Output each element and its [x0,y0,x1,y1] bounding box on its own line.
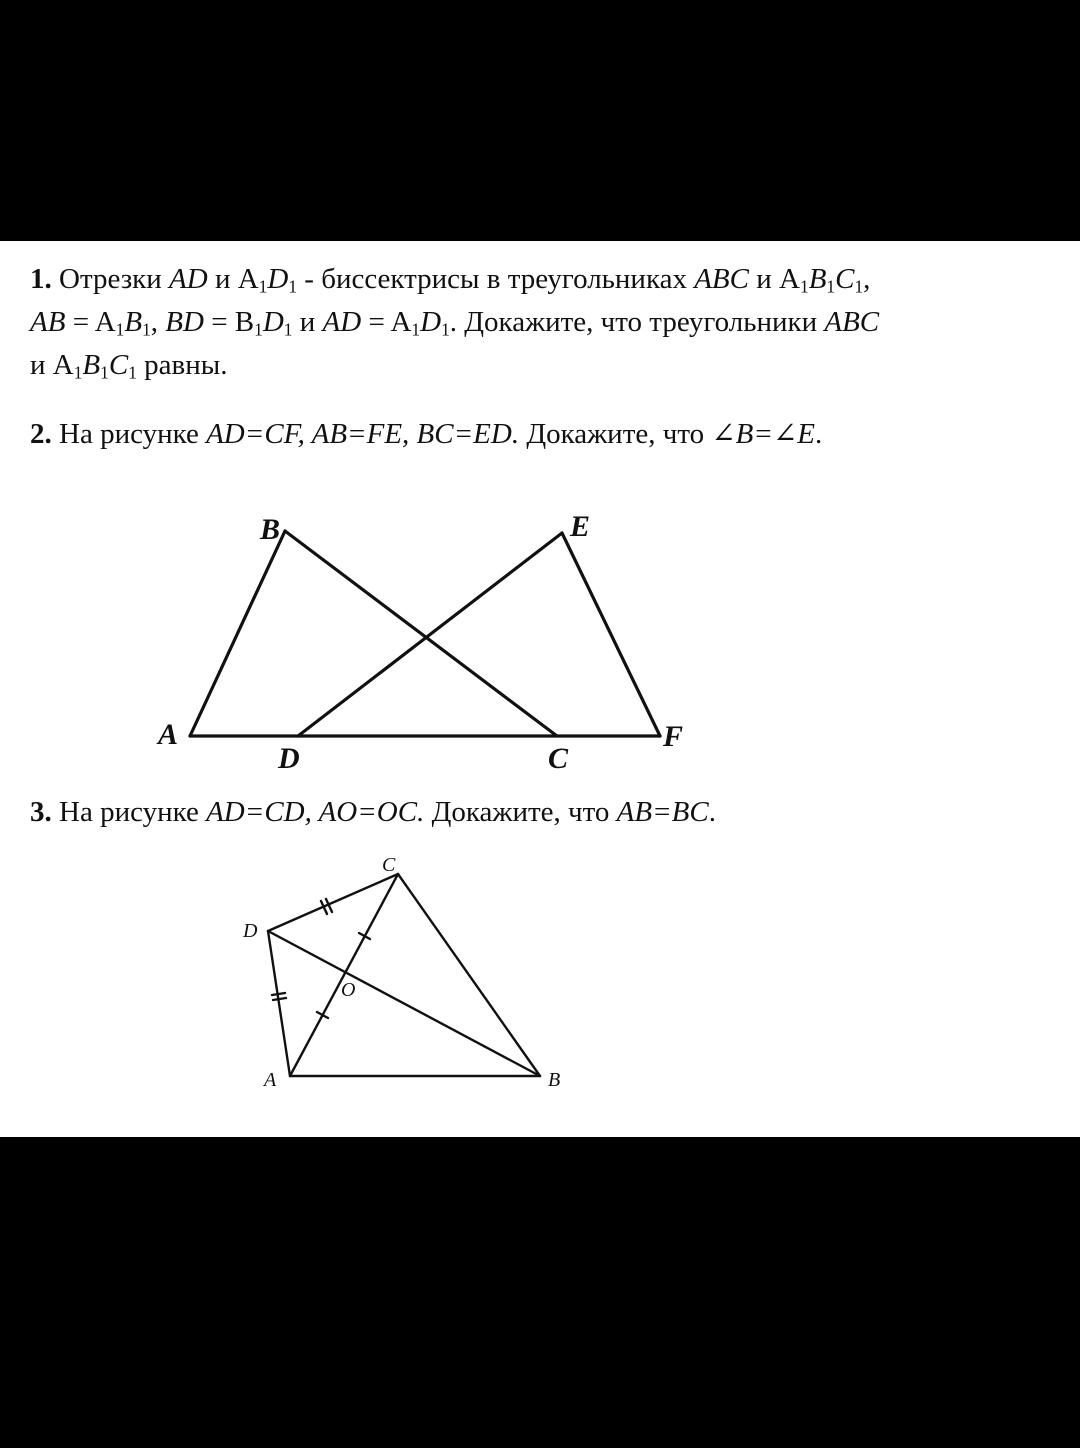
figure-triangles-abc-def [190,531,660,736]
segment-cb [398,874,540,1076]
label-o: O [341,979,356,1001]
problem-1-text: - биссектрисы в треугольниках [297,263,695,295]
problem-1-text: , [863,263,871,295]
segment-ab [190,531,285,736]
label-f: F [663,720,684,753]
problem-1-text: = A [361,306,412,338]
problem-1-text: = B [203,306,255,338]
label-c: C [548,742,569,775]
label-e: E [570,510,591,543]
problem-2-text: Докажите, что [519,418,712,450]
problem-1-text: = A [65,306,116,338]
segment-bc [285,531,557,736]
problem-1-text: B [124,306,143,338]
problem-3-goal: AB=BC [616,796,709,828]
figure-quadrilateral-abcd [268,874,540,1076]
worksheet-page [0,241,1080,1137]
problem-1-subscript: 1 [411,319,421,340]
problem-1-subscript: 1 [254,319,263,340]
problem-1-subscript: 1 [142,319,151,340]
problem-1-number: 1. [30,263,52,295]
segment-da [268,931,290,1076]
problem-1-text: D [267,263,289,295]
problem-3-number: 3. [30,796,52,828]
problem-2-condition: AD=CF, AB=FE, BC=ED. [206,418,520,450]
problem-1-text: C [108,349,129,381]
problem-1-subscript: 1 [799,276,809,297]
problem-1-subscript: 1 [441,319,450,340]
problem-1-text: равны. [136,349,228,381]
problem-1-text: A [237,263,259,295]
problem-1-text: и A [30,349,74,381]
problem-1-text: B [808,263,827,295]
diagonal-db [268,931,540,1076]
problem-1-text: . Докажите, что треугольники [449,306,825,338]
problem-1-subscript: 1 [854,276,864,297]
problem-1-text: BD [165,306,204,338]
problem-3-condition: AD=CD, AO=OC. [206,796,425,828]
segment-de [298,533,562,736]
tick-mark-da [272,993,285,995]
problem-1-subscript: 1 [283,319,293,340]
problem-1-text: D [420,306,442,338]
problem-1-subscript: 1 [100,362,109,383]
problem-1-text: ABC [694,263,749,295]
problem-3-text: . [708,796,716,828]
label-a: A [264,1069,277,1091]
problem-1-text: Отрезки [51,263,170,295]
segment-dc [268,874,398,931]
label-a: A [158,718,179,751]
label-d: D [243,920,258,942]
segment-ef [562,533,660,736]
label-c: C [382,854,396,876]
problem-1-text: C [835,263,855,295]
problem-1-text: AD [169,263,208,295]
problem-1-text: ABC [824,306,880,338]
problem-1-subscript: 1 [258,276,268,297]
problem-1-subscript: 1 [128,362,137,383]
problem-2-number: 2. [30,418,52,450]
label-d: D [278,742,300,775]
problem-2-text: На рисунке [51,418,207,450]
label-b: B [260,513,281,546]
problem-1-text: и [292,306,323,338]
figures-canvas [0,241,1080,1137]
problem-1-subscript: 1 [115,319,125,340]
problem-1-subscript: 1 [826,276,836,297]
problem-3-text: Докажите, что [424,796,617,828]
problem-1-subscript: 1 [73,362,83,383]
label-b: B [548,1069,561,1091]
problem-1-text: и [207,263,238,295]
problem-1-text: A [779,263,800,295]
problem-2-goal: ∠B=∠E [711,418,815,450]
problem-3-text: На рисунке [51,796,207,828]
tick-mark-da [273,998,286,1000]
problem-1-text: B [82,349,101,381]
problem-1-text: D [262,306,284,338]
problem-1-subscript: 1 [288,276,298,297]
diagonal-ac [290,874,398,1076]
problem-1-text: , [150,306,166,338]
problem-1-text: и [749,263,780,295]
problem-1-text: AB [30,306,66,338]
problem-1-text: AD [322,306,362,338]
problem-2-text: . [814,418,823,450]
